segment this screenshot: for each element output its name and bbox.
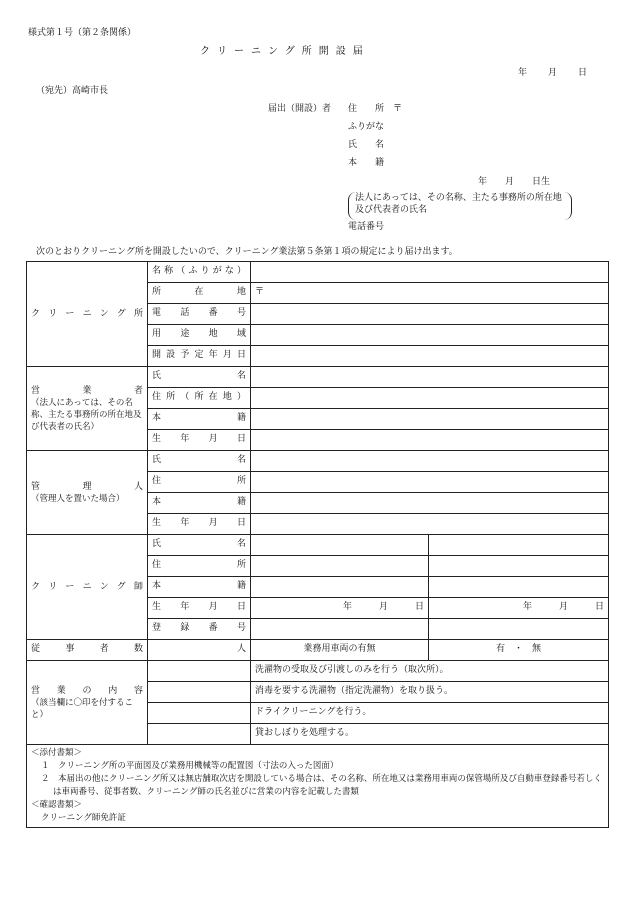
operator-name-field[interactable] (251, 367, 609, 388)
staff-count-field[interactable]: 人 (148, 640, 251, 661)
table-row (27, 535, 609, 556)
shop-zoning-label: 用途地域 (148, 325, 251, 346)
cleaner-domicile-field-1[interactable] (251, 577, 429, 598)
vehicle-label: 業務用車両の有無 (251, 640, 429, 661)
postal-mark: 〒 (255, 287, 265, 298)
cleaner-address-label: 住所 (148, 556, 251, 577)
cleaner-name-label: 氏名 (148, 535, 251, 556)
application-table (26, 261, 609, 828)
manager-domicile-label: 本籍 (148, 493, 251, 514)
shop-open-date-label: 開設予定年月日 (148, 346, 251, 367)
staff-count-label: 従事者数 (27, 640, 148, 661)
applicant-phone[interactable]: 電話番号 (348, 222, 385, 232)
shop-name-label: 名称（ふりがな） (148, 262, 251, 283)
recipient: （宛先）高崎市長 (36, 86, 109, 96)
date-day: 日 (578, 68, 588, 78)
attachment-1: １ クリーニング所の平面図及び業務用機械等の配置図（寸法の入った図面） (41, 761, 339, 771)
shop-phone-field[interactable] (251, 304, 609, 325)
applicant-furigana[interactable]: ふりがな (348, 122, 385, 132)
table-row (27, 745, 609, 828)
applicant-domicile[interactable]: 本 籍 (348, 158, 385, 168)
applicant-address[interactable]: 住 所 〒 (348, 104, 403, 114)
cleaner-license-label: 登録番号 (148, 619, 251, 640)
table-row (27, 262, 609, 283)
operator-birth-field[interactable] (251, 430, 609, 451)
date-month: 月 (548, 68, 558, 78)
table-row (27, 661, 609, 682)
manager-birth-label: 生年月日 (148, 514, 251, 535)
operator-name-label: 氏名 (148, 367, 251, 388)
shop-name-field[interactable] (251, 262, 609, 283)
page-title: クリーニング所開設届 (200, 46, 370, 57)
cleaner-domicile-label: 本籍 (148, 577, 251, 598)
intro-text: 次のとおりクリーニング所を開設したいので、クリーニング業法第５条第１項の規定により届け出ます。 (36, 247, 458, 257)
form-label: 様式第１号（第２条関係） (28, 28, 137, 38)
table-row (27, 367, 609, 388)
manager-section-label: 管理人 （管理人を置いた場合） (27, 451, 148, 535)
business-mark-2[interactable] (148, 682, 251, 703)
business-item-1: 洗濯物の受取及び引渡しのみを行う（取次所）。 (251, 661, 609, 682)
manager-name-label: 氏名 (148, 451, 251, 472)
shop-phone-label: 電話番号 (148, 304, 251, 325)
cleaner-name-field-2[interactable] (429, 535, 609, 556)
date-year: 年 (518, 68, 528, 78)
applicant-birth[interactable]: 年 月 日生 (478, 177, 551, 187)
manager-birth-field[interactable] (251, 514, 609, 535)
applicant-name[interactable]: 氏 名 (348, 140, 385, 150)
manager-domicile-field[interactable] (251, 493, 609, 514)
cleaner-address-field-2[interactable] (429, 556, 609, 577)
cleaner-section-label: クリーニング師 (27, 535, 148, 640)
table-row (27, 640, 609, 661)
shop-zoning-field[interactable] (251, 325, 609, 346)
business-mark-4[interactable] (148, 724, 251, 745)
cleaner-address-field-1[interactable] (251, 556, 429, 577)
business-mark-1[interactable] (148, 661, 251, 682)
cleaner-birth-label: 生年月日 (148, 598, 251, 619)
manager-address-field[interactable] (251, 472, 609, 493)
attachments-heading: ＜添付書類＞ (31, 748, 83, 758)
operator-address-field[interactable] (251, 388, 609, 409)
operator-birth-label: 生年月日 (148, 430, 251, 451)
operator-address-label: 住所（所在地） (148, 388, 251, 409)
shop-address-field[interactable] (251, 283, 609, 304)
attachment-2: ２ 本届出の他にクリーニング所又は無店舗取次店を開設している場合は、その名称、所在地又は業務用車両の保管場所及び自動車登録番号若しくは車両番号、従事者数、クリーニング師の氏名並びに営業の内容を記載した書類 (41, 774, 602, 797)
cleaner-domicile-field-2[interactable] (429, 577, 609, 598)
manager-name-field[interactable] (251, 451, 609, 472)
applicant-heading: 届出（開設）者 (268, 104, 332, 114)
confirmation-1: クリーニング師免許証 (41, 813, 126, 823)
cleaner-license-field-2[interactable] (429, 619, 609, 640)
operator-domicile-label: 本籍 (148, 409, 251, 430)
notes-section (27, 745, 609, 828)
business-mark-3[interactable] (148, 703, 251, 724)
cleaner-birth-field-1[interactable]: 年 月 日 (251, 598, 429, 619)
cleaner-name-field-1[interactable] (251, 535, 429, 556)
cleaner-license-field-1[interactable] (251, 619, 429, 640)
shop-address-label: 所在地 (148, 283, 251, 304)
corporate-note: 法人にあっては、その名称、主たる事務所の所在地及び代表者の氏名 (348, 192, 572, 220)
vehicle-choice[interactable]: 有 ・ 無 (429, 640, 609, 661)
operator-domicile-field[interactable] (251, 409, 609, 430)
confirmation-heading: ＜確認書類＞ (31, 800, 83, 810)
manager-address-label: 住所 (148, 472, 251, 493)
business-section-label: 営業の内容 （該当欄に〇印を付すること） (27, 661, 148, 745)
cleaner-birth-field-2[interactable]: 年 月 日 (429, 598, 609, 619)
business-item-2: 消毒を要する洗濯物（指定洗濯物）を取り扱う。 (251, 682, 609, 703)
business-item-4: 貸おしぼりを処理する。 (251, 724, 609, 745)
business-item-3: ドライクリーニングを行う。 (251, 703, 609, 724)
shop-section-label: クリーニング所 (27, 262, 148, 367)
operator-section-label: 営業者 （法人にあっては、その名称、主たる事務所の所在地及び代表者の氏名） (27, 367, 148, 451)
shop-open-date-field[interactable] (251, 346, 609, 367)
table-row (27, 451, 609, 472)
